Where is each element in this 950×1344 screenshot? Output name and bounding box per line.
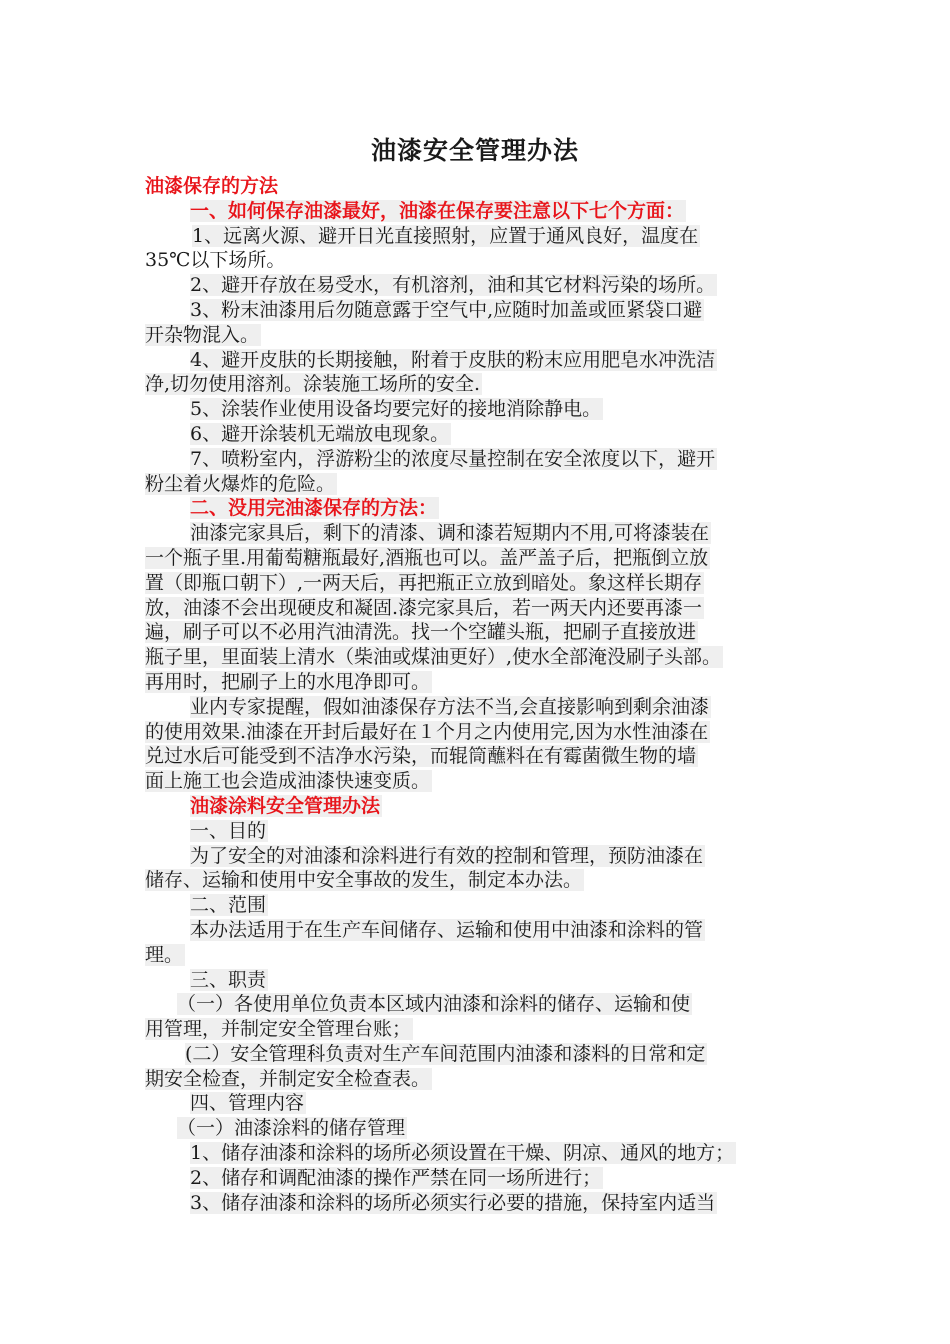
- text-line: [145, 348, 815, 373]
- text-line: [145, 521, 815, 546]
- section-heading: 油漆保存的方法: [145, 175, 279, 197]
- text-line: [145, 893, 815, 918]
- text-line: [145, 1042, 815, 1067]
- paragraph-text: 2、避开存放在易受水，有机溶剂，油和其它材料污染的场所。: [190, 274, 716, 297]
- text-line: [145, 1166, 815, 1191]
- text-line: [145, 844, 815, 869]
- document-title: 油漆安全管理办法: [370, 136, 579, 165]
- paragraph-text: 本办法适用于在生产车间储存、运输和使用中油漆和涂料的管: [190, 918, 704, 941]
- paragraph-text: 3、粉末油漆用后勿随意露于空气中,应随时加盖或匝紧袋口避: [190, 298, 703, 321]
- paragraph-text: 2、储存和调配油漆的操作严禁在同一场所进行；: [190, 1166, 602, 1189]
- text-line: [145, 720, 815, 745]
- text-line: [145, 670, 815, 695]
- paragraph-text: 7、喷粉室内，浮游粉尘的浓度尽量控制在安全浓度以下，避开: [190, 447, 716, 470]
- document-body: [145, 174, 815, 1215]
- text-line: [145, 472, 815, 497]
- text-line: [145, 199, 815, 224]
- paragraph-text: 1、远离火源、避开日光直接照射，应置于通风良好，温度在: [192, 224, 699, 247]
- paragraph-text: 5、涂装作业使用设备均要完好的接地消除静电。: [190, 398, 602, 421]
- paragraph-text: 6、避开涂装机无端放电现象。: [190, 422, 450, 445]
- paragraph-text: 放，油漆不会出现硬皮和凝固.漆完家具后，若一两天内还要再漆一: [145, 596, 703, 619]
- text-line: [145, 819, 815, 844]
- text-line: [145, 323, 815, 348]
- paragraph-text: 粉尘着火爆炸的危险。: [145, 472, 336, 495]
- paragraph-text: 一、目的: [190, 819, 267, 842]
- paragraph-text: 业内专家提醒，假如油漆保存方法不当,会直接影响到剩余油漆: [190, 695, 710, 718]
- paragraph-text: 再用时，把刷子上的水甩净即可。: [145, 670, 431, 693]
- text-line: [145, 546, 815, 571]
- text-line: [145, 744, 815, 769]
- paragraph-text: 遍，刷子可以不必用汽油清洗。找一个空罐头瓶，把刷子直接放进: [145, 621, 697, 644]
- text-line: [145, 992, 815, 1017]
- paragraph-text: （一）各使用单位负责本区域内油漆和涂料的储存、运输和使: [177, 993, 691, 1016]
- paragraph-text: 4、避开皮肤的长期接触，附着于皮肤的粉末应用肥皂水冲洗洁: [190, 348, 716, 371]
- paragraph-text: 油漆完家具后，剩下的清漆、调和漆若短期内不用,可将漆装在: [190, 522, 710, 545]
- text-line: [145, 1017, 815, 1042]
- paragraph-text: 三、职责: [190, 968, 267, 991]
- text-line: [145, 1091, 815, 1116]
- paragraph-text: 兑过水后可能受到不洁净水污染，而辊筒蘸料在有霉菌微生物的墙: [145, 745, 697, 768]
- paragraph-text: 面上施工也会造成油漆快速变质。: [145, 770, 431, 793]
- paragraph-text: （一）油漆涂料的储存管理: [177, 1117, 406, 1140]
- paragraph-text: 净,切勿使用溶剂。涂装施工场所的安全.: [145, 373, 481, 396]
- paragraph-text: 四、管理内容: [190, 1092, 305, 1115]
- paragraph-text: 35℃以下场所。: [145, 249, 286, 272]
- text-line: [145, 794, 815, 819]
- text-line: [145, 1116, 815, 1141]
- paragraph-text: 理。: [145, 943, 184, 966]
- paragraph-text: 一个瓶子里.用葡萄糖瓶最好,酒瓶也可以。盖严盖子后，把瓶倒立放: [145, 546, 709, 569]
- paragraph-text: 置（即瓶口朝下）,一两天后，再把瓶正立放到暗处。象这样长期存: [145, 571, 703, 594]
- text-line: [145, 1191, 815, 1216]
- paragraph-text: 1、储存油漆和涂料的场所必须设置在干燥、阴凉、通风的地方；: [190, 1142, 735, 1165]
- text-line: [145, 596, 815, 621]
- text-line: [145, 645, 815, 670]
- text-line: [145, 1141, 815, 1166]
- text-line: [145, 1067, 815, 1092]
- paragraph-text: 二、范围: [190, 894, 267, 917]
- text-line: [145, 174, 815, 199]
- paragraph-text: (二）安全管理科负责对生产车间范围内油漆和漆料的日常和定: [185, 1042, 706, 1065]
- text-line: [145, 695, 815, 720]
- text-line: [145, 372, 815, 397]
- text-line: [145, 248, 815, 273]
- text-line: [145, 447, 815, 472]
- paragraph-text: 为了安全的对油漆和涂料进行有效的控制和管理，预防油漆在: [190, 844, 704, 867]
- text-line: [145, 968, 815, 993]
- text-line: [145, 571, 815, 596]
- paragraph-text: 的使用效果.油漆在开封后最好在１个月之内使用完,因为水性油漆在: [145, 720, 709, 743]
- text-line: [145, 397, 815, 422]
- text-line: [145, 224, 815, 249]
- paragraph-text: 储存、运输和使用中安全事故的发生，制定本办法。: [145, 869, 583, 892]
- section-heading: 油漆涂料安全管理办法: [190, 794, 381, 817]
- text-line: [145, 496, 815, 521]
- text-line: [145, 868, 815, 893]
- text-line: [145, 422, 815, 447]
- paragraph-text: 开杂物混入。: [145, 323, 260, 346]
- text-line: [145, 943, 815, 968]
- paragraph-text: 3、储存油漆和涂料的场所必须实行必要的措施，保持室内适当: [190, 1191, 716, 1214]
- text-line: [145, 620, 815, 645]
- text-line: [145, 298, 815, 323]
- paragraph-text: 用管理，并制定安全管理台账；: [145, 1018, 412, 1041]
- section-heading: 二、没用完油漆保存的方法：: [190, 497, 438, 520]
- text-line: [145, 918, 815, 943]
- paragraph-text: 瓶子里，里面装上清水（柴油或煤油更好）,使水全部淹没刷子头部。: [145, 646, 722, 669]
- text-line: [145, 769, 815, 794]
- paragraph-text: 期安全检查，并制定安全检查表。: [145, 1067, 431, 1090]
- text-line: [145, 273, 815, 298]
- section-heading: 一、如何保存油漆最好，油漆在保存要注意以下七个方面：: [190, 199, 685, 222]
